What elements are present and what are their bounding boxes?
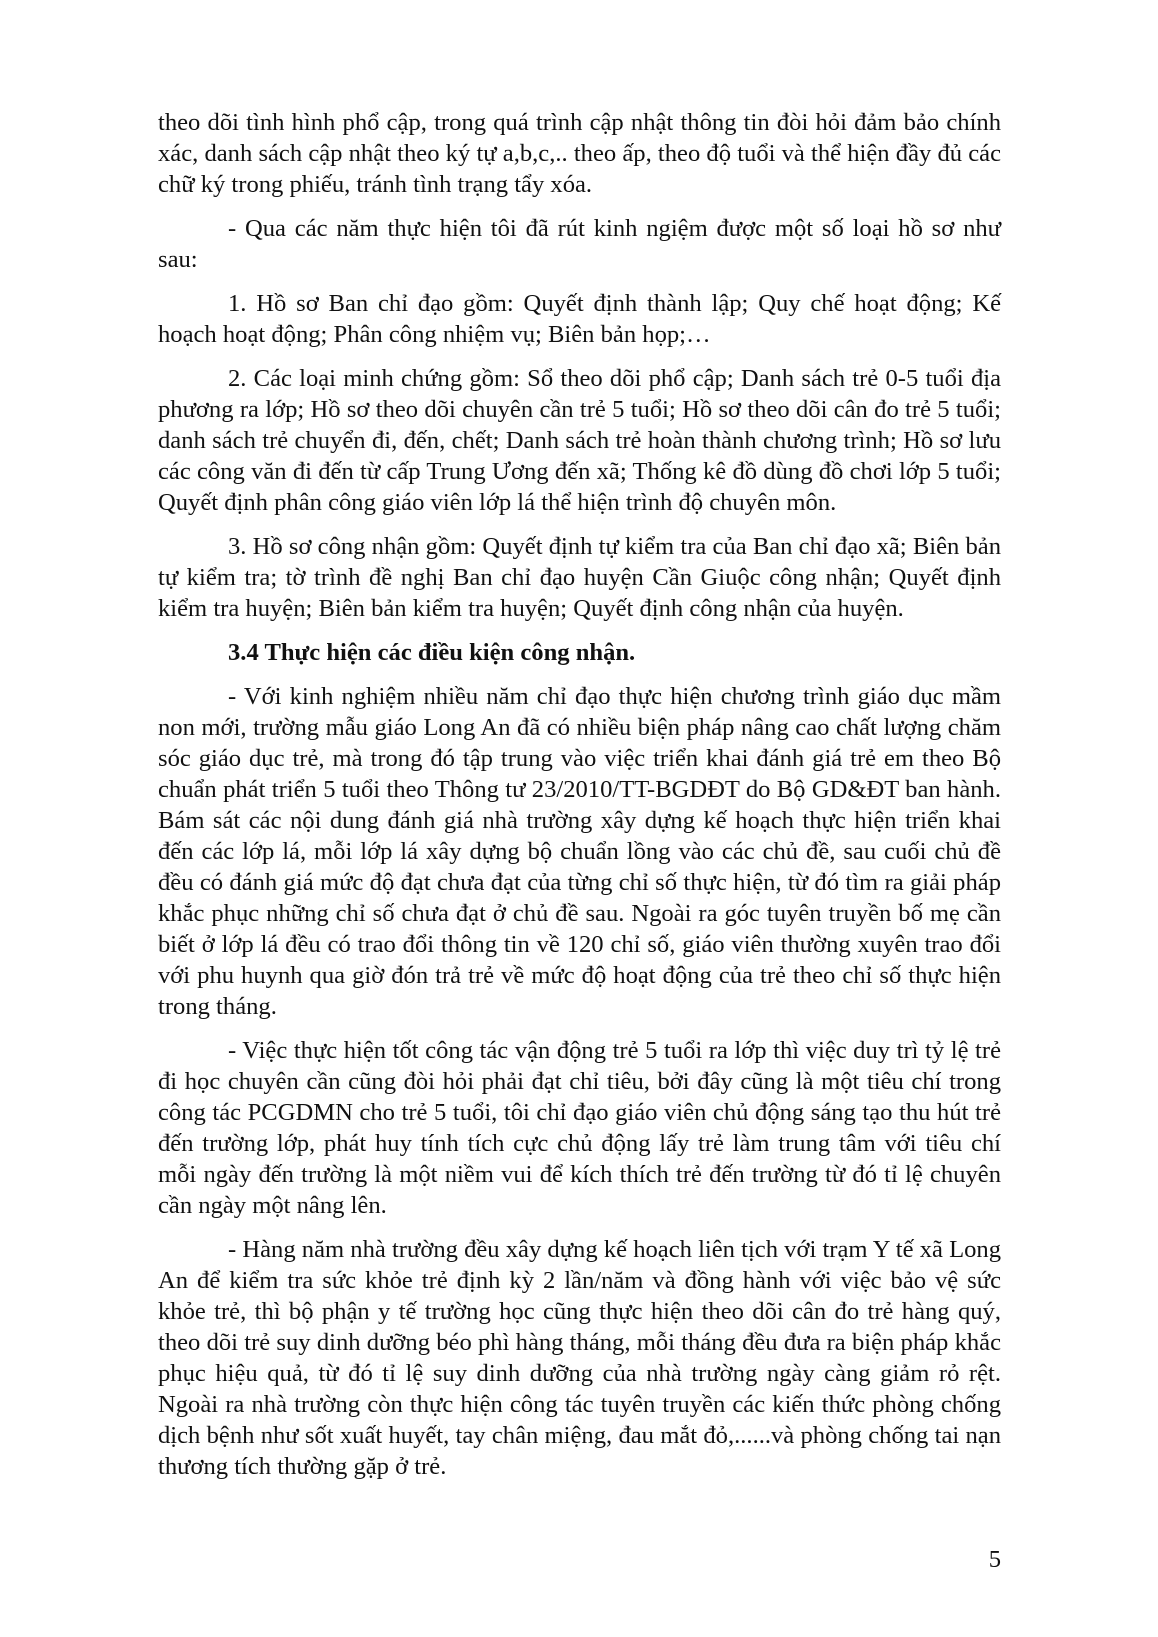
list-item-recognition: 3. Hồ sơ công nhận gồm: Quyết định tự kiểm tra của Ban chỉ đạo xã; Biên bản tự kiểm tra; tờ trình đề nghị Ban chỉ đạo huyện Cần Giuộc công nhận; Quyết định kiểm tra huyện; Biên bản kiểm tra huyện; Quyết định công nhận của huyện. [158, 533, 1001, 622]
list-item-evidence: 2. Các loại minh chứng gồm: Sổ theo dõi phổ cập; Danh sách trẻ 0-5 tuổi địa phương ra lớp; Hồ sơ theo dõi chuyên cần trẻ 5 tuổi; Hồ sơ theo dõi cân đo trẻ 5 tuổi; danh sách trẻ chuyển đi, đến, chết; Danh sách trẻ hoàn thành chương trình; Hồ sơ lưu các công văn đi đến từ cấp Trung Ương đến xã; Thống kê đồ dùng đồ chơi lớp 5 tuổi; Quyết định phân công giáo viên lớp lá thể hiện trình độ chuyên môn. [158, 365, 1001, 516]
paragraph-continuation: theo dõi tình hình phổ cập, trong quá trình cập nhật thông tin đòi hỏi đảm bảo chính xác, danh sách cập nhật theo ký tự a,b,c,.. theo ấp, theo độ tuổi và thể hiện đầy đủ các chữ ký trong phiếu, tránh tình trạng tẩy xóa. [158, 109, 1001, 198]
paragraph-attendance: - Việc thực hiện tốt công tác vận động trẻ 5 tuổi ra lớp thì việc duy trì tỷ lệ trẻ đi học chuyên cần cũng đòi hỏi phải đạt chỉ tiêu, bởi đây cũng là một tiêu chí trong công tác PCGDMN cho trẻ 5 tuổi, tôi chỉ đạo giáo viên chủ động sáng tạo thu hút trẻ đến trường lớp, phát huy tính tích cực chủ động lấy trẻ làm trung tâm với tiêu chí mỗi ngày đến trường là một niềm vui để kích thích trẻ đến trường từ đó tỉ lệ chuyên cần ngày một nâng lên. [158, 1037, 1001, 1219]
paragraph-experience-intro: - Qua các năm thực hiện tôi đã rút kinh ngiệm được một số loại hồ sơ như sau: [158, 215, 1001, 273]
paragraph-assessment: - Với kinh nghiệm nhiều năm chỉ đạo thực hiện chương trình giáo dục mầm non mới, trường mẫu giáo Long An đã có nhiều biện pháp nâng cao chất lượng chăm sóc giáo dục trẻ, mà trong đó tập trung vào việc triển khai đánh giá trẻ em theo Bộ chuẩn phát triển 5 tuổi theo Thông tư 23/2010/TT-BGDĐT do Bộ GD&ĐT ban hành. Bám sát các nội dung đánh giá nhà trường xây dựng kế hoạch thực hiện triển khai đến các lớp lá, mỗi lớp lá xây dựng bộ chuẩn lồng vào các chủ đề, sau cuối chủ đề đều có đánh giá mức độ đạt chưa đạt của từng chỉ số thực hiện, từ đó tìm ra giải pháp khắc phục những chỉ số chưa đạt ở chủ đề sau. Ngoài ra góc tuyên truyền bố mẹ cần biết ở lớp lá đều có trao đổi thông tin về 120 chỉ số, giáo viên thường xuyên trao đổi với phu huynh qua giờ đón trả trẻ về mức độ hoạt động của trẻ theo chỉ số thực hiện trong tháng. [158, 683, 1001, 1020]
paragraph-health: - Hàng năm nhà trường đều xây dựng kế hoạch liên tịch với trạm Y tế xã Long An để kiểm tra sức khỏe trẻ định kỳ 2 lần/năm và đồng hành với việc bảo vệ sức khỏe trẻ, thì bộ phận y tế trường học cũng thực hiện theo dõi cân đo trẻ hàng quý, theo dõi trẻ suy dinh dưỡng béo phì hàng tháng, mỗi tháng đều đưa ra biện pháp khắc phục hiệu quả, từ đó tỉ lệ suy dinh dưỡng của nhà trường ngày càng giảm rỏ rệt. Ngoài ra nhà trường còn thực hiện công tác tuyên truyền các kiến thức phòng chống dịch bệnh như sốt xuất huyết, tay chân miệng, đau mắt đỏ,......và phòng chống tai nạn thương tích thường gặp ở trẻ. [158, 1236, 1001, 1480]
document-page [158, 107, 1001, 1495]
page-number: 5 [988, 1546, 1001, 1573]
section-heading: 3.4 Thực hiện các điều kiện công nhận. [228, 639, 636, 666]
list-item-steering-committee: 1. Hồ sơ Ban chỉ đạo gồm: Quyết định thành lập; Quy chế hoạt động; Kế hoạch hoạt động; Phân công nhiệm vụ; Biên bản họp;… [158, 290, 1001, 348]
